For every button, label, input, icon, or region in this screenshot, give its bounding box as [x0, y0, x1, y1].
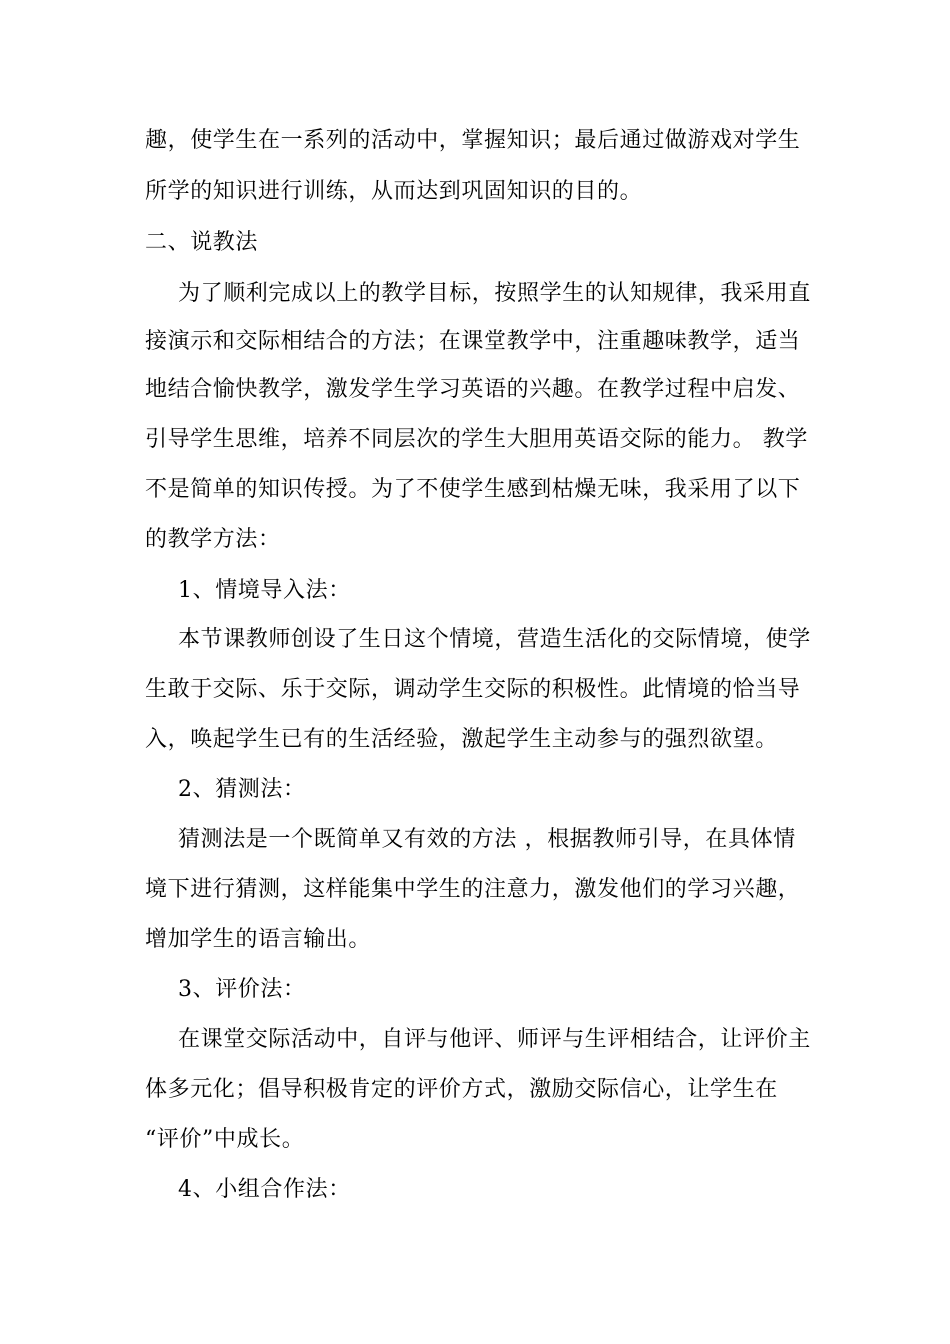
paragraph-first-line: 为了顺利完成以上的教学目标，按照学生的认知规律，我采用直: [178, 281, 811, 306]
subsection-heading: 1、情境导入法：: [178, 578, 351, 603]
paragraph-first-line: 本节课教师创设了生日这个情境，营造生活化的交际情境，使学: [178, 627, 811, 652]
body-text-line: 引导学生思维，培养不同层次的学生大胆用英语交际的能力。 教学: [145, 427, 808, 452]
subsection-heading: 3、评价法：: [178, 977, 306, 1002]
body-text-line: 趣，使学生在一系列的活动中，掌握知识；最后通过做游戏对学生: [145, 128, 801, 153]
body-text-line: 不是简单的知识传授。为了不使学生感到枯燥无味，我采用了以下: [145, 477, 801, 502]
body-text-line: 境下进行猜测，这样能集中学生的注意力，激发他们的学习兴趣，: [145, 877, 801, 902]
paragraph-first-line: 在课堂交际活动中，自评与他评、师评与生评相结合，让评价主: [178, 1027, 811, 1052]
body-text-line: 接演示和交际相结合的方法；在课堂教学中，注重趣味教学，适当: [145, 329, 801, 354]
paragraph-first-line: 猜测法是一个既简单又有效的方法 ，根据教师引导，在具体情: [178, 827, 796, 852]
body-text-line: 的教学方法：: [145, 527, 281, 552]
subsection-heading: 4、小组合作法：: [178, 1177, 351, 1202]
body-text-line: 增加学生的语言输出。: [145, 927, 372, 952]
body-text-line: 体多元化；倡导积极肯定的评价方式，激励交际信心，让学生在: [145, 1077, 778, 1102]
body-text-line: 所学的知识进行训练，从而达到巩固知识的目的。: [145, 179, 643, 204]
subsection-heading: 2、猜测法：: [178, 777, 306, 802]
section-heading: 二、说教法: [145, 230, 259, 255]
body-text-line: 生敢于交际、乐于交际，调动学生交际的积极性。此情境的恰当导: [145, 677, 801, 702]
body-text-line: 入，唤起学生已有的生活经验，激起学生主动参与的强烈欲望。: [145, 727, 778, 752]
body-text-line: 地结合愉快教学，激发学生学习英语的兴趣。在教学过程中启发、: [145, 377, 801, 402]
body-text-line: “评价”中成长。: [145, 1127, 305, 1152]
